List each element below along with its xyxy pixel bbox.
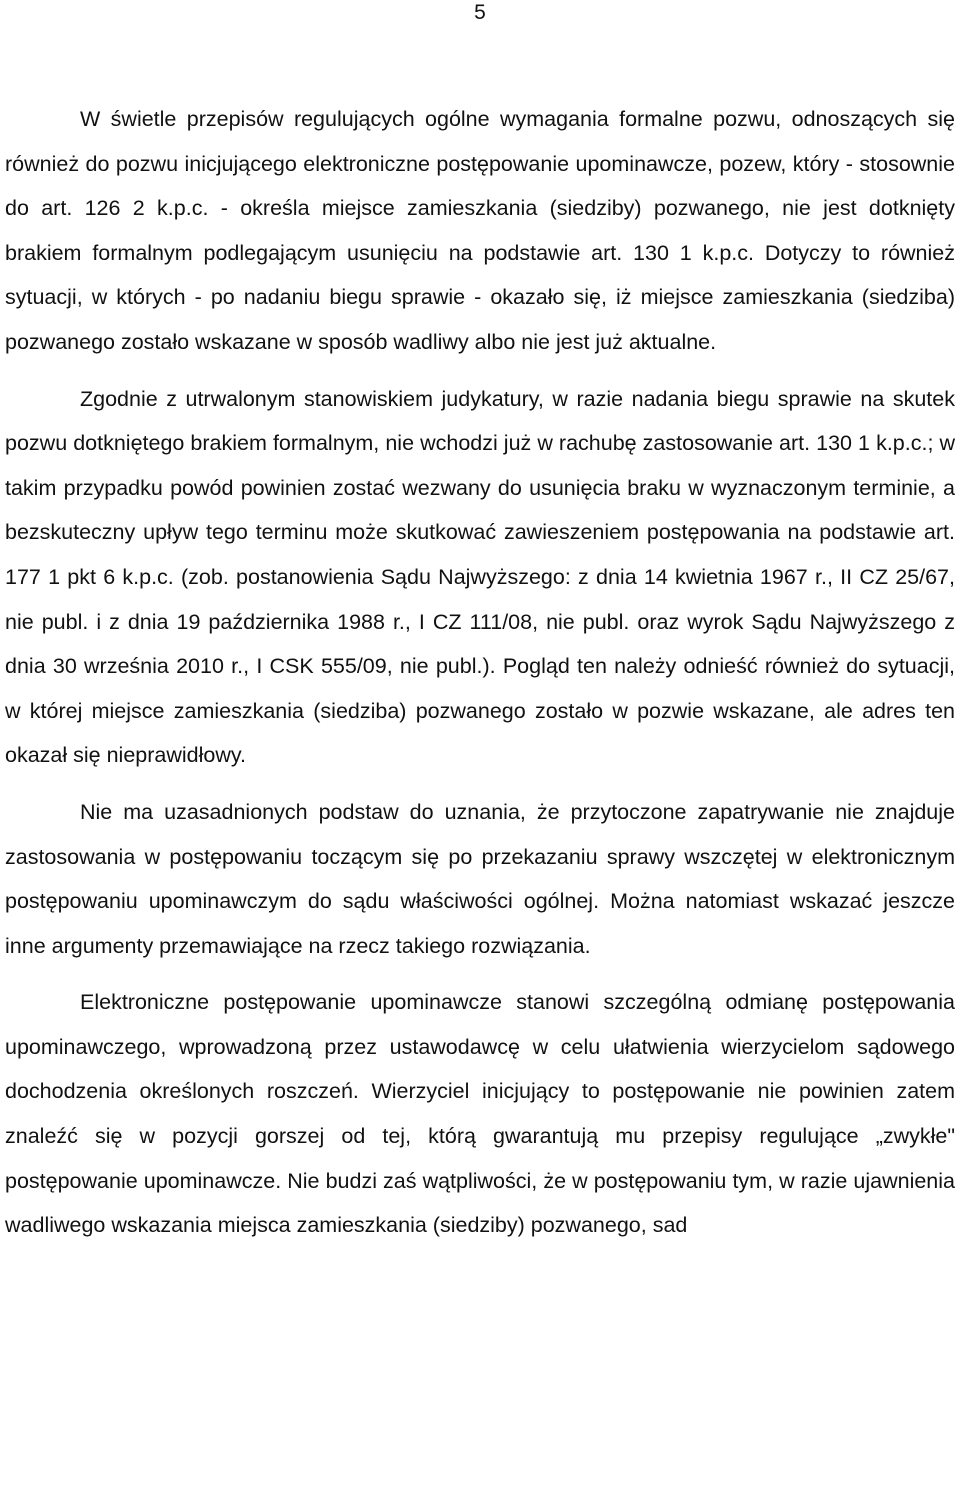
paragraph: Elektroniczne postępowanie upominawcze stanowi szczególną odmianę postępowania upominawczego, wprowadzoną przez ustawodawcę w celu ułatwienia wierzycielom sądowego dochodzenia określonych roszczeń. Wierzyciel inicjujący to postępowanie nie powinien zatem znaleźć się w pozycji gorszej od tej, którą gwarantują mu przepisy regulujące „zwykłe" postępowanie upominawcze. Nie budzi zaś wątpliwości, że w postępowaniu tym, w razie ujawnienia wadliwego wskazania miejsca zamieszkania (siedziby) pozwanego, sad bbox=[5, 990, 955, 1238]
paragraph: Zgodnie z utrwalonym stanowiskiem judykatury, w razie nadania biegu sprawie na skutek pozwu dotkniętego brakiem formalnym, nie wchodzi już w rachubę zastosowanie art. 130 1 k.p.c.; w takim przypadku powód powinien zostać wezwany do usunięcia braku w wyznaczonym terminie, a bezskuteczny upływ tego terminu może skutkować zawieszeniem postępowania na podstawie art. 177 1 pkt 6 k.p.c. (zob. postanowienia Sądu Najwyższego: z dnia 14 kwietnia 1967 r., II CZ 25/67, nie publ. i z dnia 19 października 1988 r., I CZ 111/08, nie publ. oraz wyrok Sądu Najwyższego z dnia 30 września 2010 r., I CSK 555/09, nie publ.). Pogląd ten należy odnieść również do sytuacji, w której miejsce zamieszkania (siedziba) pozwanego zostało w pozwie wskazane, ale adres ten okazał się nieprawidłowy. bbox=[5, 386, 955, 768]
page-number: 5 bbox=[474, 1, 486, 24]
paragraph: W świetle przepisów regulujących ogólne wymagania formalne pozwu, odnoszących się również do pozwu inicjującego elektroniczne postępowanie upominawcze, pozew, który - stosownie do art. 126 2 k.p.c. - określa miejsce zamieszkania (siedziby) pozwanego, nie jest dotknięty brakiem formalnym podlegającym usunięciu na podstawie art. 130 1 k.p.c. Dotyczy to również sytuacji, w których - po nadaniu biegu sprawie - okazało się, iż miejsce zamieszkania (siedziba) pozwanego zostało wskazane w sposób wadliwy albo nie jest już aktualne. bbox=[5, 107, 955, 354]
paragraph: Nie ma uzasadnionych podstaw do uznania, że przytoczone zapatrywanie nie znajduje zastosowania w postępowaniu toczącym się po przekazaniu sprawy wszczętej w elektronicznym postępowaniu upominawczym do sądu właściwości ogólnej. Można natomiast wskazać jeszcze inne argumenty przemawiające na rzecz takiego rozwiązania. bbox=[5, 799, 955, 958]
document-body bbox=[5, 97, 955, 1260]
